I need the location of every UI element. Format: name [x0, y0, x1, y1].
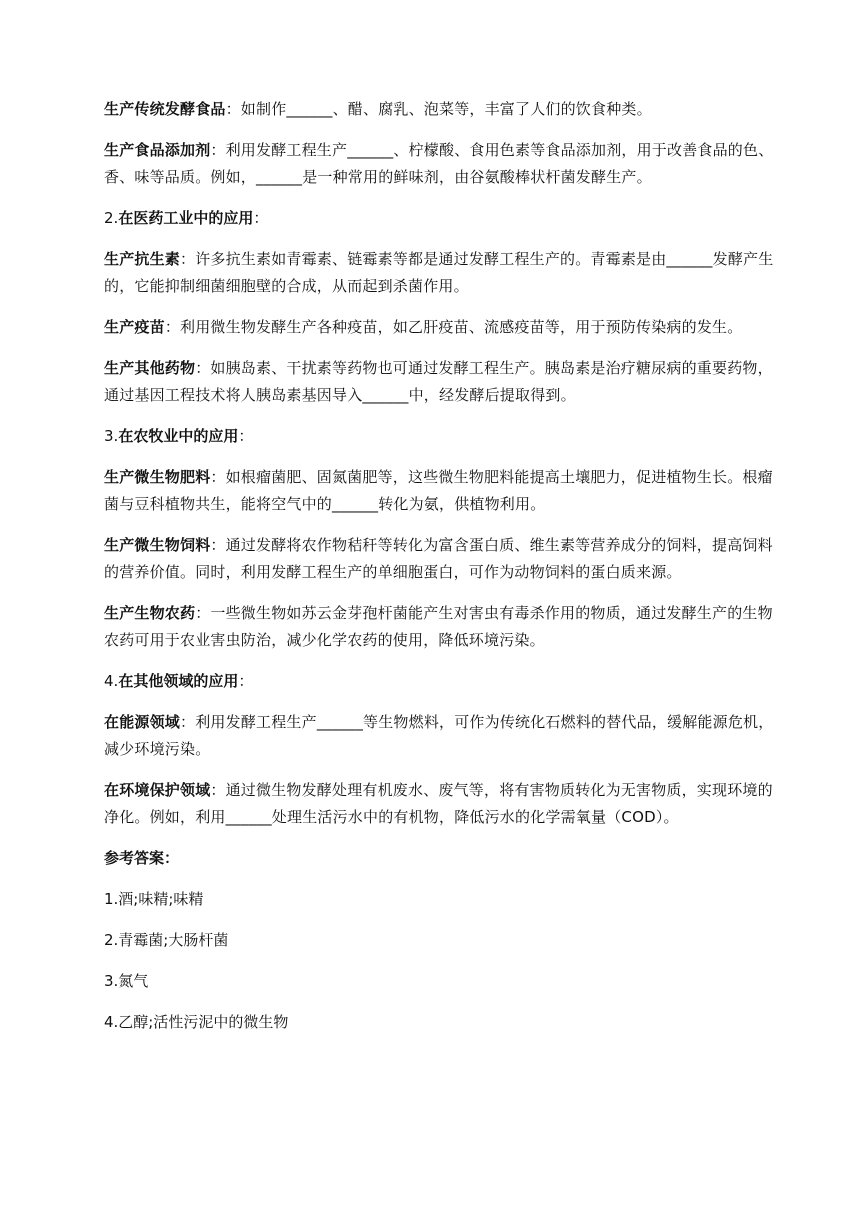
paragraph-energy	[104, 709, 774, 763]
section-title: 在农牧业中的应用	[118, 427, 239, 445]
section-number: 2.	[104, 209, 119, 227]
section-heading-other-fields	[104, 668, 774, 695]
paragraph-food-additive	[104, 137, 774, 191]
paragraph-microbial-feed	[104, 532, 774, 586]
answers-title: 参考答案：	[104, 849, 180, 867]
paragraph-text: ：通过发酵将农作物秸秆等转化为富含蛋白质、维生素等营养成分的饲料，提高饲料的营养价值。同时，利用发酵工程生产的单细胞蛋白，可作为动物饲料的蛋白质来源。	[104, 536, 773, 581]
paragraph-text: ：一些微生物如苏云金芽孢杆菌能产生对害虫有毒杀作用的物质，通过发酵生产的生物农药可用于农业害虫防治，减少化学农药的使用，降低环境污染。	[104, 604, 773, 649]
paragraph-traditional-food	[104, 96, 774, 123]
paragraph-text: ：利用微生物发酵生产各种疫苗，如乙肝疫苗、流感疫苗等，用于预防传染病的发生。	[164, 318, 743, 336]
term-label: 在能源领域	[104, 713, 181, 731]
paragraph-vaccines	[104, 314, 774, 341]
term-label: 生产抗生素	[104, 250, 181, 268]
term-label: 生产其他药物	[104, 359, 196, 377]
section-colon: ：	[238, 672, 254, 690]
term-label: 生产疫苗	[104, 318, 165, 336]
answer-item: 2.青霉菌;大肠杆菌	[104, 931, 229, 949]
paragraph-antibiotics	[104, 246, 774, 300]
paragraph-other-drugs	[104, 355, 774, 409]
answer-item: 4.乙醇;活性污泥中的微生物	[104, 1013, 289, 1031]
section-title: 在医药工业中的应用	[118, 209, 254, 227]
section-title: 在其他领域的应用	[118, 672, 239, 690]
term-label: 在环境保护领域	[104, 781, 211, 799]
paragraph-text: ：如胰岛素、干扰素等药物也可通过发酵工程生产。胰岛素是治疗糖尿病的重要药物，通过基因工程技术将人胰岛素基因导入______中，经发酵后提取得到。	[104, 359, 773, 404]
section-heading-medicine	[104, 205, 774, 232]
paragraph-environment	[104, 777, 774, 831]
paragraph-bio-pesticide	[104, 600, 774, 654]
paragraph-microbial-fertilizer	[104, 464, 774, 518]
paragraph-text: ：利用发酵工程生产______等生物燃料，可作为传统化石燃料的替代品，缓解能源危机，减少环境污染。	[104, 713, 774, 758]
answer-item: 1.酒;味精;味精	[104, 890, 204, 908]
paragraph-text: ：如制作______、醋、腐乳、泡菜等，丰富了人们的饮食种类。	[225, 100, 652, 118]
answer-item: 3.氮气	[104, 972, 149, 990]
section-heading-agriculture	[104, 423, 774, 450]
section-colon: ：	[253, 209, 269, 227]
term-label: 生产生物农药	[104, 604, 196, 622]
section-colon: ：	[238, 427, 254, 445]
paragraph-text: ：利用发酵工程生产______、柠檬酸、食用色素等食品添加剂，用于改善食品的色、香、味等品质。例如，______是一种常用的鲜味剂，由谷氨酸棒状杆菌发酵生产。	[104, 141, 774, 186]
paragraph-text: ：如根瘤菌肥、固氮菌肥等，这些微生物肥料能提高土壤肥力，促进植物生长。根瘤菌与豆科植物共生，能将空气中的______转化为氨，供植物利用。	[104, 468, 773, 513]
paragraph-text: ：许多抗生素如青霉素、链霉素等都是通过发酵工程生产的。青霉素是由______发酵产生的，它能抑制细菌细胞壁的合成，从而起到杀菌作用。	[104, 250, 774, 295]
section-number: 4.	[104, 672, 119, 690]
term-label: 生产微生物饲料	[104, 536, 211, 554]
term-label: 生产传统发酵食品	[104, 100, 226, 118]
section-number: 3.	[104, 427, 119, 445]
paragraph-text: ：通过微生物发酵处理有机废水、废气等，将有害物质转化为无害物质，实现环境的净化。例如，利用______处理生活污水中的有机物，降低污水的化学需氧量（COD）。	[104, 781, 773, 826]
term-label: 生产微生物肥料	[104, 468, 211, 486]
document-page	[104, 96, 774, 1050]
term-label: 生产食品添加剂	[104, 141, 211, 159]
